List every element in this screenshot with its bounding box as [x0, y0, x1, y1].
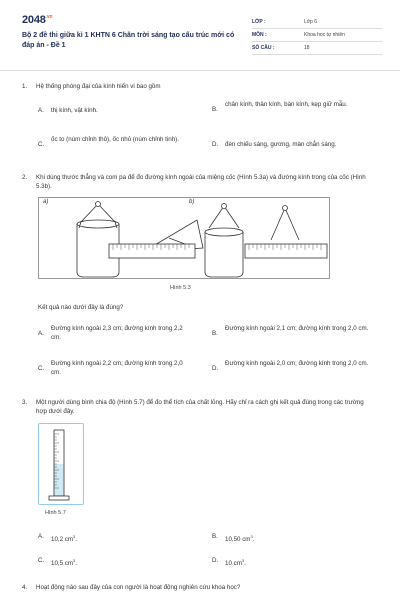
- question-number: 1.: [22, 83, 28, 90]
- figure-5-3: [38, 197, 330, 279]
- option-label: A.: [38, 107, 44, 114]
- option-text: 10,5 cm: [51, 560, 74, 568]
- option-label: D.: [212, 141, 219, 148]
- question-text: Hoạt động nào sau đây của con người là hoạt động nghiên cứu khoa học?: [36, 584, 241, 591]
- option-text-end: .: [75, 560, 77, 568]
- option-label: B.: [212, 330, 218, 337]
- option-label: C.: [38, 557, 45, 564]
- question-number: 3.: [22, 399, 28, 406]
- meta-row-subject: [252, 29, 382, 42]
- figure-label-b: b): [189, 199, 195, 205]
- answer-option[interactable]: [38, 324, 208, 344]
- meta-key: MÔN :: [252, 32, 267, 38]
- option-text: Đường kính ngoài 2,3 cm; đường kính trong 2,2 cm.: [51, 325, 183, 341]
- option-text: 10,2 cm: [51, 536, 74, 544]
- answer-option[interactable]: [38, 532, 188, 542]
- meta-key: SỐ CÂU :: [252, 45, 275, 51]
- meta-value: 18: [304, 45, 310, 51]
- option-text: ốc to (núm chỉnh thô), ốc nhỏ (núm chỉnh tinh).: [51, 136, 179, 143]
- answer-option[interactable]: [212, 140, 382, 150]
- meta-key: LỚP :: [252, 19, 266, 25]
- option-text-end: .: [244, 560, 246, 568]
- graduated-cylinder-icon: [39, 424, 85, 506]
- meta-value: Khoa học tự nhiên: [304, 32, 345, 38]
- caliper-figure: [39, 198, 331, 280]
- option-superscript: 3: [250, 534, 253, 539]
- answer-option[interactable]: [38, 359, 208, 379]
- question-text: Hệ thống phóng đại của kính hiển vi bao gồm: [36, 83, 161, 90]
- option-text: Đường kính ngoài 2,1 cm; đường kính trong 2,0 cm.: [225, 325, 369, 332]
- option-text: 10 cm: [225, 560, 242, 568]
- option-superscript: 3: [241, 558, 245, 563]
- option-label: B.: [212, 533, 218, 540]
- option-text: đèn chiếu sáng, gương, màn chắn sáng.: [225, 141, 337, 148]
- option-text: chân kính, thân kính, bàn kính, kẹp giữ mẫu.: [225, 101, 348, 108]
- meta-value: Lớp 6: [304, 19, 318, 25]
- meta-row-count: [252, 42, 382, 55]
- meta-row-class: [252, 16, 382, 29]
- figure-caption: Hình 5.7: [45, 510, 66, 516]
- ruler-b: [245, 244, 327, 258]
- question-text: Một người dùng bình chia độ (Hình 5.7) để đo thể tích của chất lỏng. Hãy chỉ ra cách ghi kết quả đúng trong các trường hợp dưới đây.: [36, 399, 364, 415]
- option-label: B.: [212, 106, 218, 113]
- figure-caption: Hình 5.3: [170, 285, 191, 291]
- question-3: [22, 398, 378, 418]
- figure-label-a: a): [43, 199, 49, 205]
- option-label: A.: [38, 533, 44, 540]
- question-text: Kết quả nào dưới đây là đúng?: [38, 304, 124, 311]
- option-label: C.: [38, 141, 45, 148]
- option-text: 10,50 cm: [225, 536, 251, 544]
- page-header: [22, 14, 378, 66]
- header-divider: [0, 70, 400, 71]
- question-2: [22, 173, 378, 193]
- option-label: D.: [212, 557, 219, 564]
- figure-5-7: [38, 423, 84, 505]
- question-text: Khi dùng thước thẳng và com pa để đo đường kính ngoài của miệng cốc (Hình 5.3a) và đường kính trong của cốc (Hình 5.3b).: [36, 174, 366, 190]
- question-1: [22, 82, 378, 92]
- option-label: D.: [212, 365, 219, 372]
- answer-option[interactable]: [38, 106, 198, 116]
- site-logo[interactable]: $2048^{.vn}$: [22, 14, 53, 26]
- ruler-a: [109, 244, 195, 258]
- answer-option[interactable]: [212, 100, 382, 120]
- answer-option[interactable]: [38, 135, 208, 155]
- option-text: Đường kính ngoài 2,2 cm; đường kính trong 2,0 cm.: [51, 360, 183, 376]
- answer-option[interactable]: [212, 359, 382, 379]
- option-text-end: .: [252, 536, 255, 544]
- option-text-end: .: [75, 536, 77, 544]
- answer-option[interactable]: [212, 556, 362, 566]
- answer-option[interactable]: [212, 324, 382, 344]
- exam-meta: [252, 16, 382, 55]
- option-label: A.: [38, 330, 44, 337]
- answer-option[interactable]: [212, 532, 362, 542]
- question-2-prompt: [38, 303, 358, 313]
- exam-title: Bộ 2 đề thi giữa kì 1 KHTN 6 Chân trời sáng tạo cấu trúc mới có đáp án - Đề 1: [22, 32, 235, 49]
- option-text: Đường kính ngoài 2,0 cm; đường kính trong 2,0 cm.: [225, 360, 369, 367]
- question-4: [22, 583, 378, 593]
- answer-option[interactable]: [38, 556, 188, 566]
- option-superscript: 3: [73, 534, 76, 539]
- question-number: 4.: [22, 584, 28, 591]
- option-text: thị kính, vật kính.: [51, 107, 98, 114]
- option-superscript: 3: [73, 558, 76, 563]
- question-number: 2.: [22, 174, 28, 181]
- option-label: C.: [38, 365, 45, 372]
